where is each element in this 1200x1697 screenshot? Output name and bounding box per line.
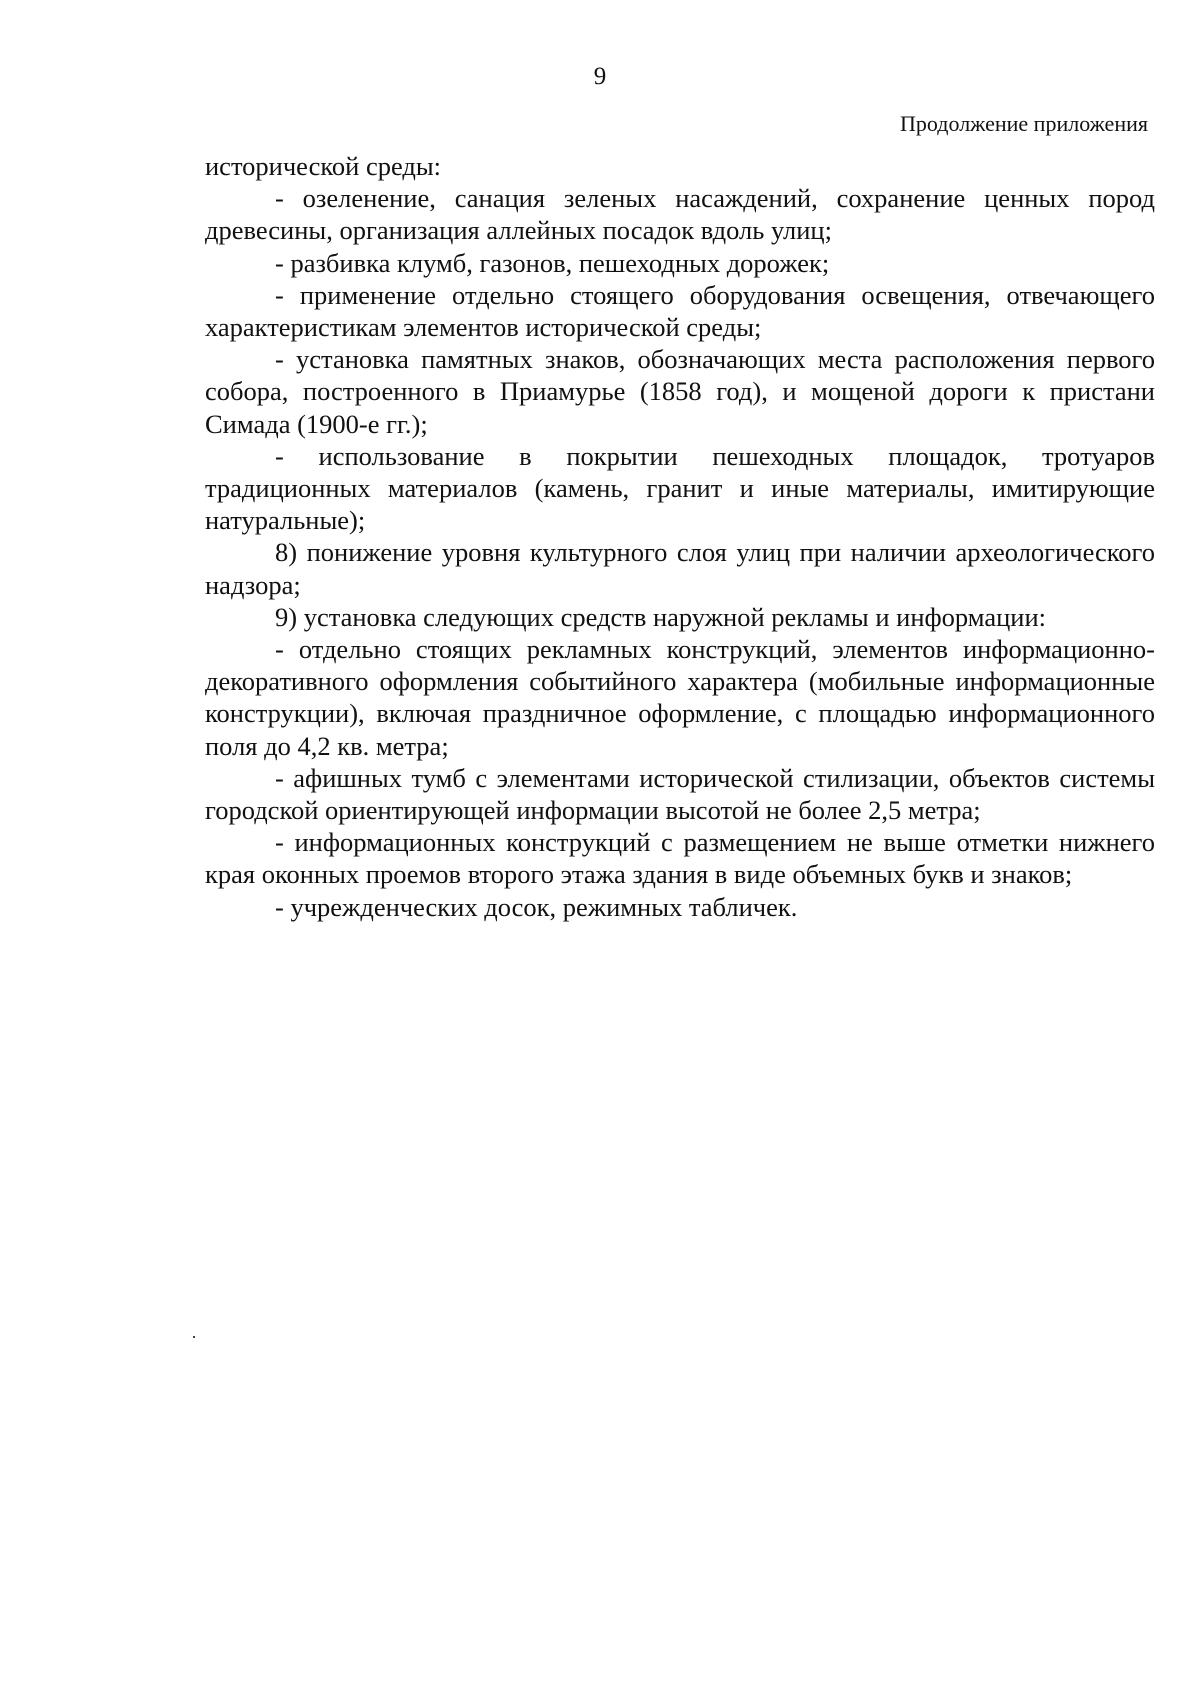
list-item-plaques: - учрежденческих досок, режимных табличек. (275, 891, 798, 922)
list-item-lighting: - применение отдельно стоящего оборудования освещения, отвечающего характеристикам элементов исторической среды; (205, 279, 1155, 343)
scan-speck (193, 1336, 195, 1338)
list-item-info-structures: - информационных конструкций с размещением не выше отметки нижнего края оконных проемов второго этажа здания в виде объемных букв и знаков; (205, 827, 1155, 890)
page-number: 9 (593, 63, 607, 90)
list-item-paving-materials: - использование в покрытии пешеходных площадок, тротуаров традиционных материалов (камень, гранит и иные материалы, имитирующие натуральные); (205, 440, 1155, 536)
list-item-memorial-signs: - установка памятных знаков, обозначающих места расположения первого собора, построенного в Приамурье (1858 год), и мощеной дороги к пристани Симада (1900-е гг.); (205, 344, 1155, 439)
list-item-greening: - озеленение, санация зеленых насаждений, сохранение ценных пород древесины, организация аллейных посадок вдоль улиц; (205, 183, 1155, 246)
list-item-flowerbeds: - разбивка клумб, газонов, пешеходных дорожек; (275, 247, 830, 278)
running-header: Продолжение приложения (900, 111, 1148, 136)
list-item-poster-columns: - афишных тумб с элементами исторической стилизации, объектов системы городской ориентирующей информации высотой не более 2,5 метра; (205, 762, 1155, 826)
paragraph-continuation: исторической среды: (205, 151, 442, 181)
document-body (205, 150, 1155, 923)
numbered-item-9: 9) установка следующих средств наружной рекламы и информации: (275, 601, 1047, 632)
list-item-advertising-structures: - отдельно стоящих рекламных конструкций, элементов информационно-декоративного оформления событийного характера (мобильные информационные конструкции), включая праздничное оформление, с площадью информационного поля до 4,2 кв. метра; (205, 634, 1155, 761)
numbered-item-8: 8) понижение уровня культурного слоя улиц при наличии археологического надзора; (205, 537, 1155, 600)
